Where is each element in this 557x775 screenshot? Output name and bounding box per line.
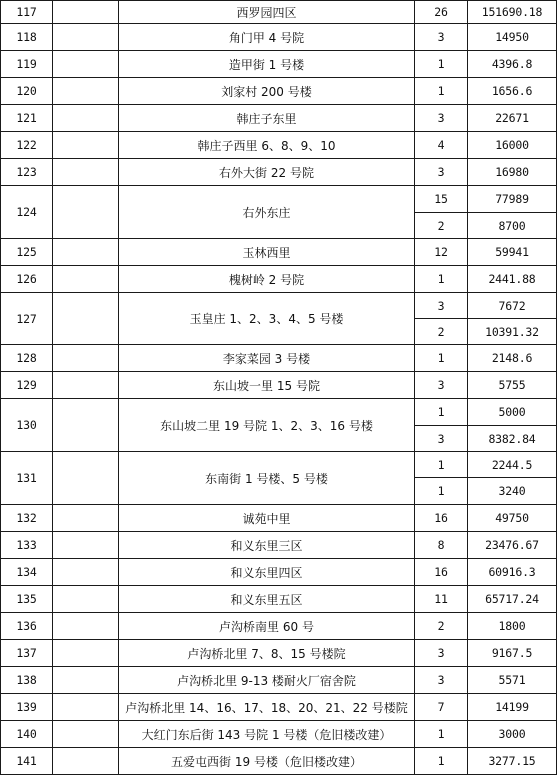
community-name: 右外大街 22 号院: [119, 159, 415, 186]
building-count: 1: [415, 345, 468, 372]
table-row: [1, 132, 557, 159]
community-name: 和义东里四区: [119, 559, 415, 586]
table-row: [1, 505, 557, 532]
table-row: [1, 748, 557, 775]
blank-cell: [53, 293, 119, 345]
community-name: 玉皇庄 1、2、3、4、5 号楼: [119, 293, 415, 345]
row-number: 136: [1, 613, 53, 640]
community-name: 东山坡二里 19 号院 1、2、3、16 号楼: [119, 399, 415, 452]
building-count: 2: [415, 319, 468, 345]
building-count: 1: [415, 478, 468, 505]
building-count: 3: [415, 640, 468, 667]
community-name: 李家菜园 3 号楼: [119, 345, 415, 372]
blank-cell: [53, 51, 119, 78]
building-count: 1: [415, 452, 468, 478]
community-name: 诚苑中里: [119, 505, 415, 532]
community-name: 西罗园四区: [119, 1, 415, 24]
blank-cell: [53, 667, 119, 694]
row-number: 124: [1, 186, 53, 239]
building-count: 11: [415, 586, 468, 613]
row-number: 119: [1, 51, 53, 78]
row-number: 126: [1, 266, 53, 293]
community-name: 五爱屯西街 19 号楼（危旧楼改建）: [119, 748, 415, 775]
table-row: [1, 372, 557, 399]
table-row: [1, 452, 557, 478]
community-name: 槐树岭 2 号院: [119, 266, 415, 293]
building-count: 4: [415, 132, 468, 159]
blank-cell: [53, 78, 119, 105]
building-count: 2: [415, 213, 468, 239]
blank-cell: [53, 532, 119, 559]
floor-area: 77989: [468, 186, 557, 213]
table-row: [1, 159, 557, 186]
blank-cell: [53, 266, 119, 293]
building-count: 1: [415, 78, 468, 105]
floor-area: 8382.84: [468, 426, 557, 452]
community-name: 卢沟桥北里 9-13 楼耐火厂宿舍院: [119, 667, 415, 694]
building-count: 1: [415, 266, 468, 293]
community-name: 卢沟桥北里 14、16、17、18、20、21、22 号楼院: [119, 694, 415, 721]
row-number: 134: [1, 559, 53, 586]
community-name: 卢沟桥北里 7、8、15 号楼院: [119, 640, 415, 667]
building-count: 15: [415, 186, 468, 213]
table-row: [1, 105, 557, 132]
community-name: 和义东里五区: [119, 586, 415, 613]
row-number: 117: [1, 1, 53, 24]
blank-cell: [53, 640, 119, 667]
building-count: 7: [415, 694, 468, 721]
blank-cell: [53, 721, 119, 748]
row-number: 120: [1, 78, 53, 105]
community-name: 造甲街 1 号楼: [119, 51, 415, 78]
building-count: 3: [415, 105, 468, 132]
floor-area: 60916.3: [468, 559, 557, 586]
table-row: [1, 51, 557, 78]
blank-cell: [53, 239, 119, 266]
row-number: 129: [1, 372, 53, 399]
blank-cell: [53, 748, 119, 775]
floor-area: 9167.5: [468, 640, 557, 667]
floor-area: 5571: [468, 667, 557, 694]
building-count: 3: [415, 159, 468, 186]
floor-area: 23476.67: [468, 532, 557, 559]
community-name: 东山坡一里 15 号院: [119, 372, 415, 399]
building-count: 12: [415, 239, 468, 266]
floor-area: 16000: [468, 132, 557, 159]
building-count: 26: [415, 1, 468, 24]
table-row: [1, 721, 557, 748]
blank-cell: [53, 694, 119, 721]
floor-area: 14950: [468, 24, 557, 51]
table-row: [1, 586, 557, 613]
table-row: [1, 24, 557, 51]
row-number: 118: [1, 24, 53, 51]
community-name: 刘家村 200 号楼: [119, 78, 415, 105]
community-name: 卢沟桥南里 60 号: [119, 613, 415, 640]
blank-cell: [53, 505, 119, 532]
community-name: 大红门东后街 143 号院 1 号楼（危旧楼改建）: [119, 721, 415, 748]
community-name: 韩庄子东里: [119, 105, 415, 132]
floor-area: 5000: [468, 399, 557, 426]
table-row: [1, 667, 557, 694]
blank-cell: [53, 24, 119, 51]
table-body: [1, 1, 557, 775]
row-number: 125: [1, 239, 53, 266]
floor-area: 4396.8: [468, 51, 557, 78]
building-count: 16: [415, 505, 468, 532]
table-row: [1, 266, 557, 293]
blank-cell: [53, 159, 119, 186]
table-row: [1, 640, 557, 667]
blank-cell: [53, 105, 119, 132]
row-number: 138: [1, 667, 53, 694]
floor-area: 10391.32: [468, 319, 557, 345]
building-count: 1: [415, 721, 468, 748]
floor-area: 2244.5: [468, 452, 557, 478]
floor-area: 8700: [468, 213, 557, 239]
building-count: 1: [415, 51, 468, 78]
floor-area: 1800: [468, 613, 557, 640]
blank-cell: [53, 613, 119, 640]
floor-area: 2148.6: [468, 345, 557, 372]
blank-cell: [53, 559, 119, 586]
community-name: 韩庄子西里 6、8、9、10: [119, 132, 415, 159]
blank-cell: [53, 1, 119, 24]
row-number: 140: [1, 721, 53, 748]
row-number: 128: [1, 345, 53, 372]
blank-cell: [53, 345, 119, 372]
building-count: 2: [415, 613, 468, 640]
building-count: 3: [415, 426, 468, 452]
floor-area: 49750: [468, 505, 557, 532]
floor-area: 151690.18: [468, 1, 557, 24]
floor-area: 1656.6: [468, 78, 557, 105]
table-row: [1, 186, 557, 213]
row-number: 137: [1, 640, 53, 667]
table-row: [1, 293, 557, 319]
floor-area: 3277.15: [468, 748, 557, 775]
table-row: [1, 532, 557, 559]
building-count: 3: [415, 372, 468, 399]
row-number: 123: [1, 159, 53, 186]
row-number: 132: [1, 505, 53, 532]
row-number: 139: [1, 694, 53, 721]
table-row: [1, 78, 557, 105]
community-name: 玉林西里: [119, 239, 415, 266]
table-row: [1, 1, 557, 24]
row-number: 131: [1, 452, 53, 505]
table-row: [1, 613, 557, 640]
row-number: 121: [1, 105, 53, 132]
floor-area: 3240: [468, 478, 557, 505]
row-number: 127: [1, 293, 53, 345]
building-count: 3: [415, 667, 468, 694]
building-count: 16: [415, 559, 468, 586]
table-row: [1, 345, 557, 372]
building-count: 3: [415, 24, 468, 51]
blank-cell: [53, 452, 119, 505]
floor-area: 14199: [468, 694, 557, 721]
table-row: [1, 239, 557, 266]
row-number: 122: [1, 132, 53, 159]
blank-cell: [53, 132, 119, 159]
row-number: 141: [1, 748, 53, 775]
community-name: 右外东庄: [119, 186, 415, 239]
table-row: [1, 399, 557, 426]
building-count: 1: [415, 748, 468, 775]
building-count: 8: [415, 532, 468, 559]
floor-area: 7672: [468, 293, 557, 319]
floor-area: 5755: [468, 372, 557, 399]
floor-area: 16980: [468, 159, 557, 186]
floor-area: 2441.88: [468, 266, 557, 293]
community-name: 东南街 1 号楼、5 号楼: [119, 452, 415, 505]
community-name: 角门甲 4 号院: [119, 24, 415, 51]
table-row: [1, 559, 557, 586]
row-number: 130: [1, 399, 53, 452]
floor-area: 3000: [468, 721, 557, 748]
floor-area: 22671: [468, 105, 557, 132]
floor-area: 65717.24: [468, 586, 557, 613]
community-name: 和义东里三区: [119, 532, 415, 559]
row-number: 135: [1, 586, 53, 613]
building-count: 1: [415, 399, 468, 426]
blank-cell: [53, 586, 119, 613]
table-row: [1, 694, 557, 721]
blank-cell: [53, 399, 119, 452]
floor-area: 59941: [468, 239, 557, 266]
blank-cell: [53, 186, 119, 239]
building-count: 3: [415, 293, 468, 319]
row-number: 133: [1, 532, 53, 559]
blank-cell: [53, 372, 119, 399]
